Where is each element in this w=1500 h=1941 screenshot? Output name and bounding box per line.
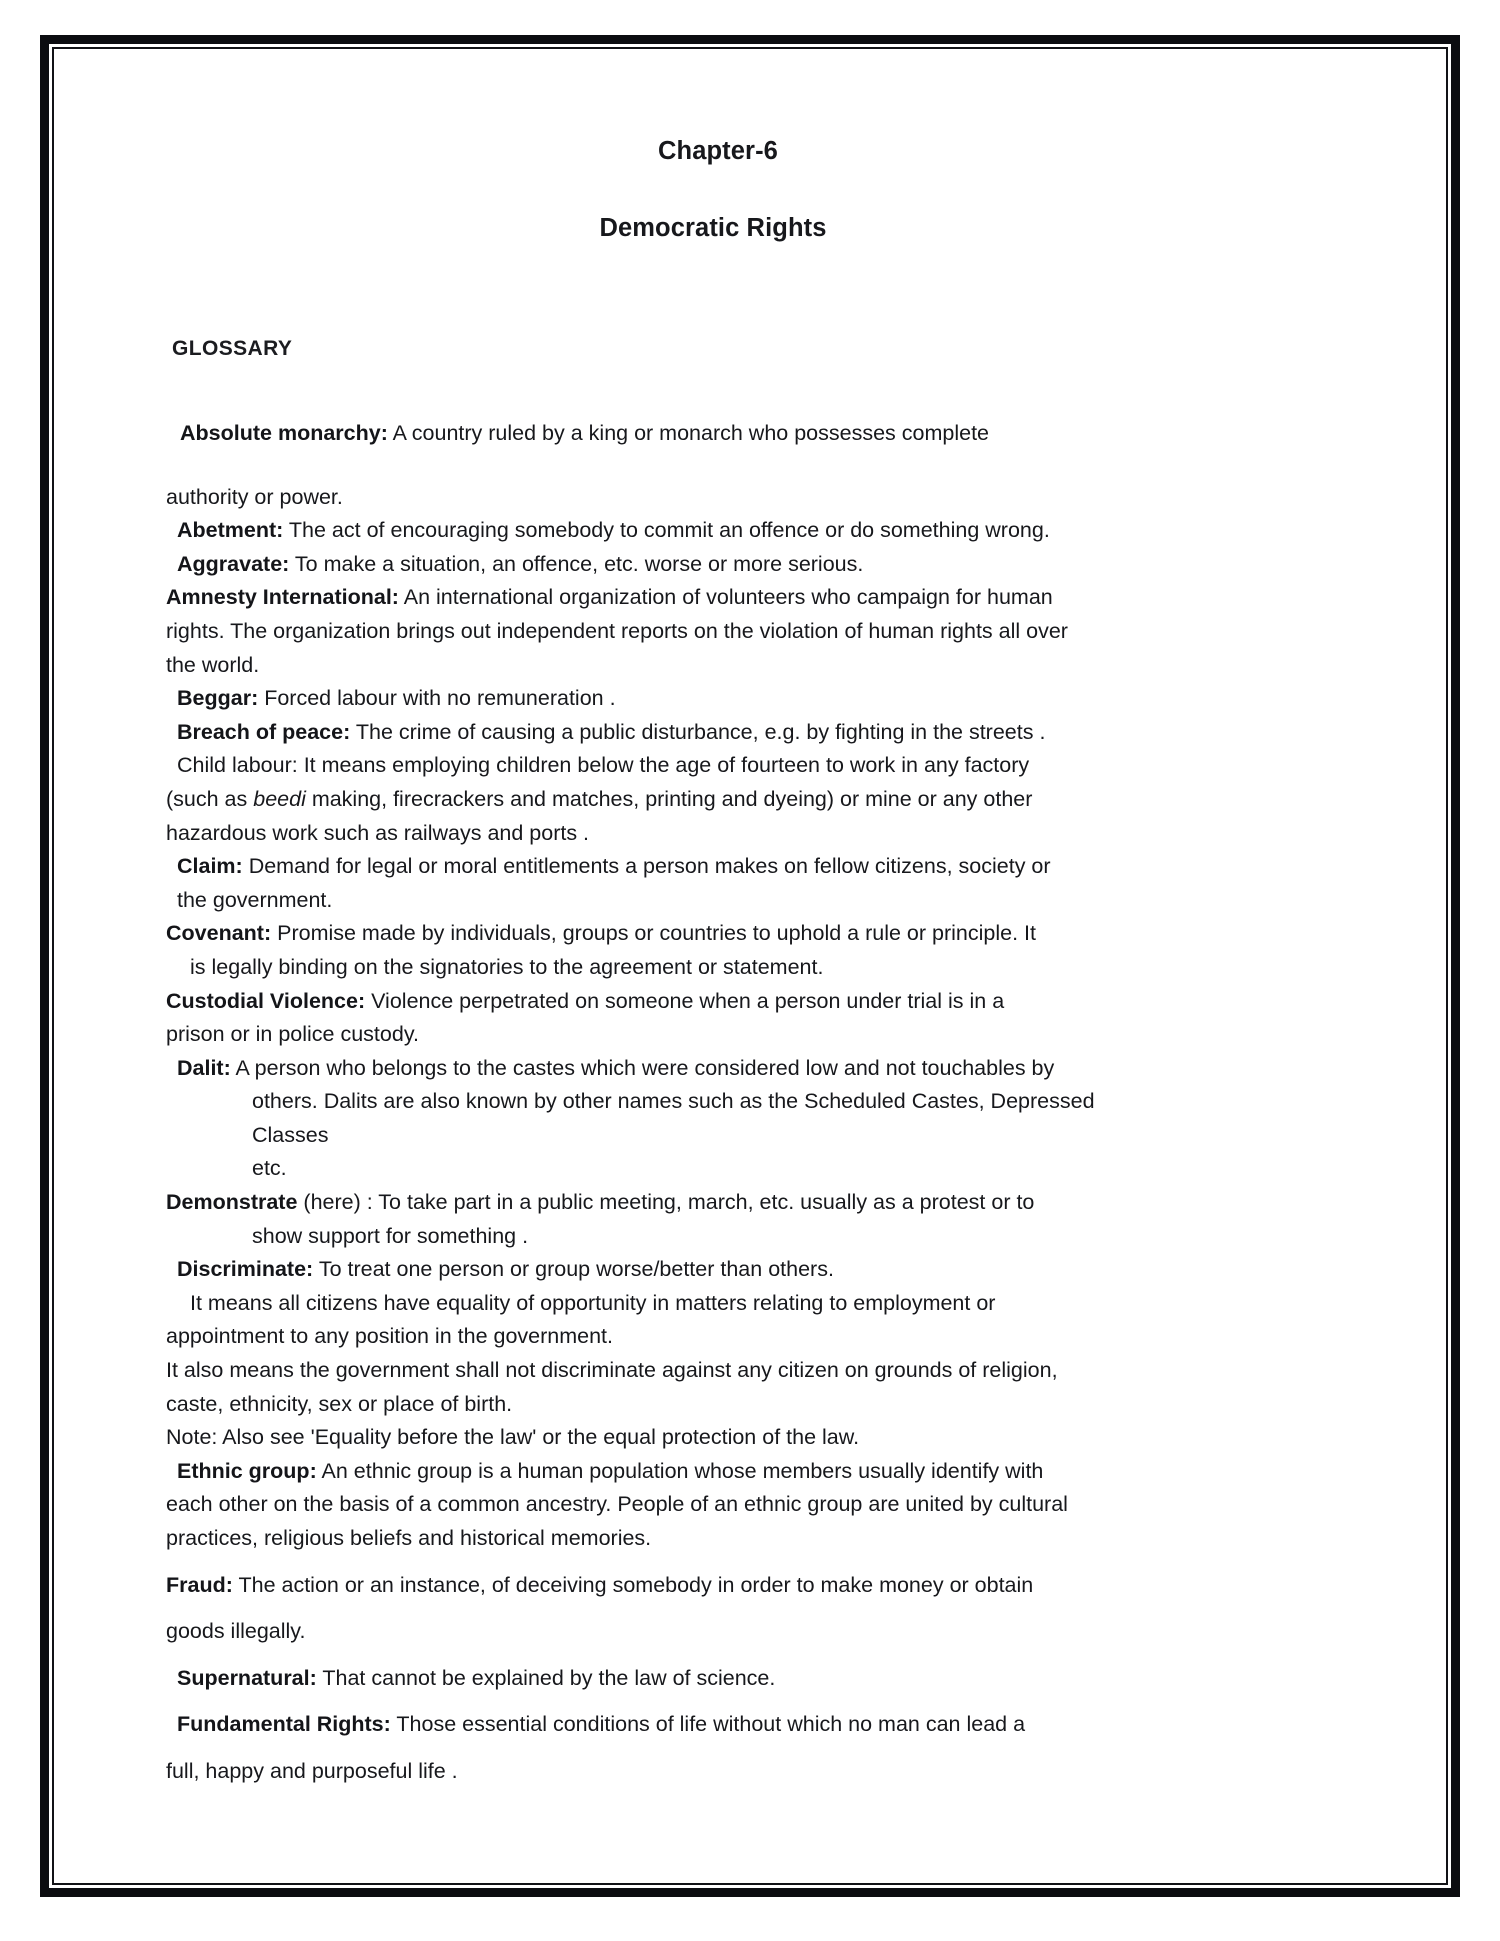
glossary-entry-supernatural bbox=[166, 1662, 1350, 1696]
glossary-entry-aggravate bbox=[166, 548, 1350, 582]
definition-custodial-violence-line2: prison or in police custody. bbox=[166, 1022, 419, 1047]
term-ethnic-group: Ethnic group: bbox=[177, 1458, 317, 1483]
term-supernatural: Supernatural: bbox=[177, 1665, 317, 1690]
glossary-entry-absolute-monarchy bbox=[166, 417, 1350, 451]
glossary-entry-child-labour bbox=[166, 749, 1350, 783]
term-breach-of-peace: Breach of peace: bbox=[177, 719, 351, 744]
definition-dalit-line3: Classes bbox=[252, 1122, 329, 1147]
glossary-entry-amnesty-international bbox=[166, 581, 1350, 615]
definition-ethnic-group-line3: practices, religious beliefs and historical memories. bbox=[166, 1526, 652, 1550]
definition-discriminate-line2: It means all citizens have equality of opportunity in matters relating to employment or bbox=[190, 1290, 996, 1315]
definition-ethnic-group-line2: each other on the basis of a common ancestry. People of an ethnic group are united by cultural bbox=[166, 1492, 1068, 1517]
definition-demonstrate-line2: show support for something . bbox=[252, 1223, 529, 1248]
glossary-entry-ethnic-group bbox=[166, 1455, 1350, 1489]
glossary-entry-breach-of-peace bbox=[166, 716, 1350, 750]
glossary-entry-beggar bbox=[166, 682, 1350, 716]
glossary-entry-fraud bbox=[166, 1569, 1350, 1603]
term-fundamental-rights: Fundamental Rights: bbox=[177, 1712, 391, 1737]
definition-dalit-line1: A person who belongs to the castes which were considered low and not touchables by bbox=[235, 1055, 1055, 1080]
chapter-title: Chapter-6 bbox=[658, 137, 778, 165]
definition-ethnic-group-line1: An ethnic group is a human population whose members usually identify with bbox=[321, 1458, 1044, 1483]
definition-discriminate-note: Note: Also see 'Equality before the law' or the equal protection of the law. bbox=[166, 1425, 860, 1450]
definition-covenant-line1: Promise made by individuals, groups or countries to uphold a rule or principle. It bbox=[277, 921, 1036, 946]
definition-discriminate-line5: caste, ethnicity, sex or place of birth. bbox=[166, 1391, 513, 1416]
child-labour-line2-pre: (such as bbox=[166, 786, 254, 811]
definition-child-labour-line1: It means employing children below the age of fourteen to work in any factory bbox=[303, 753, 1030, 778]
glossary-entry-absolute-monarchy-cont: authority or power. bbox=[166, 484, 343, 509]
child-labour-line2-post: making, firecrackers and matches, printing and dyeing) or mine or any other bbox=[305, 786, 1033, 811]
glossary-entry-fundamental-rights bbox=[166, 1708, 1350, 1742]
term-claim: Claim: bbox=[177, 854, 243, 879]
glossary-entry-claim bbox=[166, 850, 1350, 884]
glossary-entry-dalit bbox=[166, 1052, 1350, 1086]
term-discriminate: Discriminate: bbox=[177, 1257, 314, 1282]
definition-child-labour-line3: hazardous work such as railways and ports . bbox=[166, 820, 590, 845]
subject-title: Democratic Rights bbox=[599, 214, 827, 242]
definition-discriminate-line3: appointment to any position in the government. bbox=[166, 1324, 614, 1349]
term-dalit: Dalit: bbox=[177, 1055, 231, 1080]
definition-discriminate-line4: It also means the government shall not discriminate against any citizen on grounds of religion, bbox=[166, 1358, 1058, 1383]
definition-claim-line1: Demand for legal or moral entitlements a person makes on fellow citizens, society or bbox=[248, 854, 1051, 879]
definition-beggar: Forced labour with no remuneration . bbox=[264, 686, 616, 711]
term-demonstrate: Demonstrate bbox=[166, 1190, 298, 1215]
page-content bbox=[54, 49, 1446, 1883]
definition-amnesty-line2: rights. The organization brings out independent reports on the violation of human rights all over bbox=[166, 618, 1068, 643]
definition-claim-line2: the government. bbox=[177, 887, 333, 912]
glossary-list bbox=[166, 417, 1350, 1789]
definition-fraud-line1: The action or an instance, of deceiving somebody in order to make money or obtain bbox=[238, 1572, 1034, 1597]
term-custodial-violence: Custodial Violence: bbox=[166, 988, 366, 1013]
definition-breach-of-peace: The crime of causing a public disturbance, e.g. by fighting in the streets . bbox=[355, 719, 1046, 744]
definition-demonstrate-line1: (here) : To take part in a public meeting, march, etc. usually as a protest or to bbox=[303, 1190, 1035, 1215]
term-covenant: Covenant: bbox=[166, 921, 272, 946]
definition-custodial-violence-line1: Violence perpetrated on someone when a person under trial is in a bbox=[371, 988, 1005, 1013]
term-child-labour: Child labour: bbox=[177, 753, 298, 778]
definition-fundamental-rights-line1: Those essential conditions of life without which no man can lead a bbox=[396, 1712, 1026, 1737]
definition-fraud-line2: goods illegally. bbox=[166, 1619, 306, 1644]
glossary-entry-covenant bbox=[166, 917, 1350, 951]
glossary-heading: GLOSSARY bbox=[172, 337, 293, 360]
definition-dalit-line4: etc. bbox=[252, 1156, 287, 1181]
definition-abetment: The act of encouraging somebody to commit an offence or do something wrong. bbox=[288, 518, 1050, 543]
term-fraud: Fraud: bbox=[166, 1572, 233, 1597]
definition-absolute-monarchy-line1: A country ruled by a king or monarch who possesses complete bbox=[392, 421, 990, 445]
definition-dalit-line2: others. Dalits are also known by other names such as the Scheduled Castes, Depressed bbox=[252, 1089, 1095, 1114]
child-labour-beedi-italic: beedi bbox=[253, 786, 306, 811]
term-beggar: Beggar: bbox=[177, 686, 259, 711]
definition-aggravate: To make a situation, an offence, etc. worse or more serious. bbox=[294, 551, 864, 576]
page-inner-border bbox=[52, 47, 1448, 1885]
term-absolute-monarchy: Absolute monarchy: bbox=[180, 421, 388, 445]
term-amnesty-international: Amnesty International: bbox=[166, 585, 399, 610]
glossary-entry-custodial-violence bbox=[166, 985, 1350, 1019]
glossary-entry-demonstrate bbox=[166, 1186, 1350, 1220]
definition-child-labour-line2 bbox=[166, 783, 1350, 817]
glossary-entry-discriminate bbox=[166, 1253, 1350, 1287]
glossary-entry-abetment bbox=[166, 514, 1350, 548]
definition-amnesty-line3: the world. bbox=[166, 652, 260, 677]
definition-covenant-line2: is legally binding on the signatories to the agreement or statement. bbox=[190, 954, 824, 979]
term-aggravate: Aggravate: bbox=[177, 551, 290, 576]
definition-supernatural: That cannot be explained by the law of science. bbox=[322, 1665, 776, 1690]
scanned-page-frame bbox=[40, 35, 1460, 1897]
term-abetment: Abetment: bbox=[177, 518, 284, 543]
definition-discriminate-line1: To treat one person or group worse/better than others. bbox=[318, 1257, 834, 1282]
definition-amnesty-line1: An international organization of volunteers who campaign for human bbox=[403, 585, 1053, 610]
definition-fundamental-rights-line2: full, happy and purposeful life . bbox=[166, 1758, 458, 1783]
